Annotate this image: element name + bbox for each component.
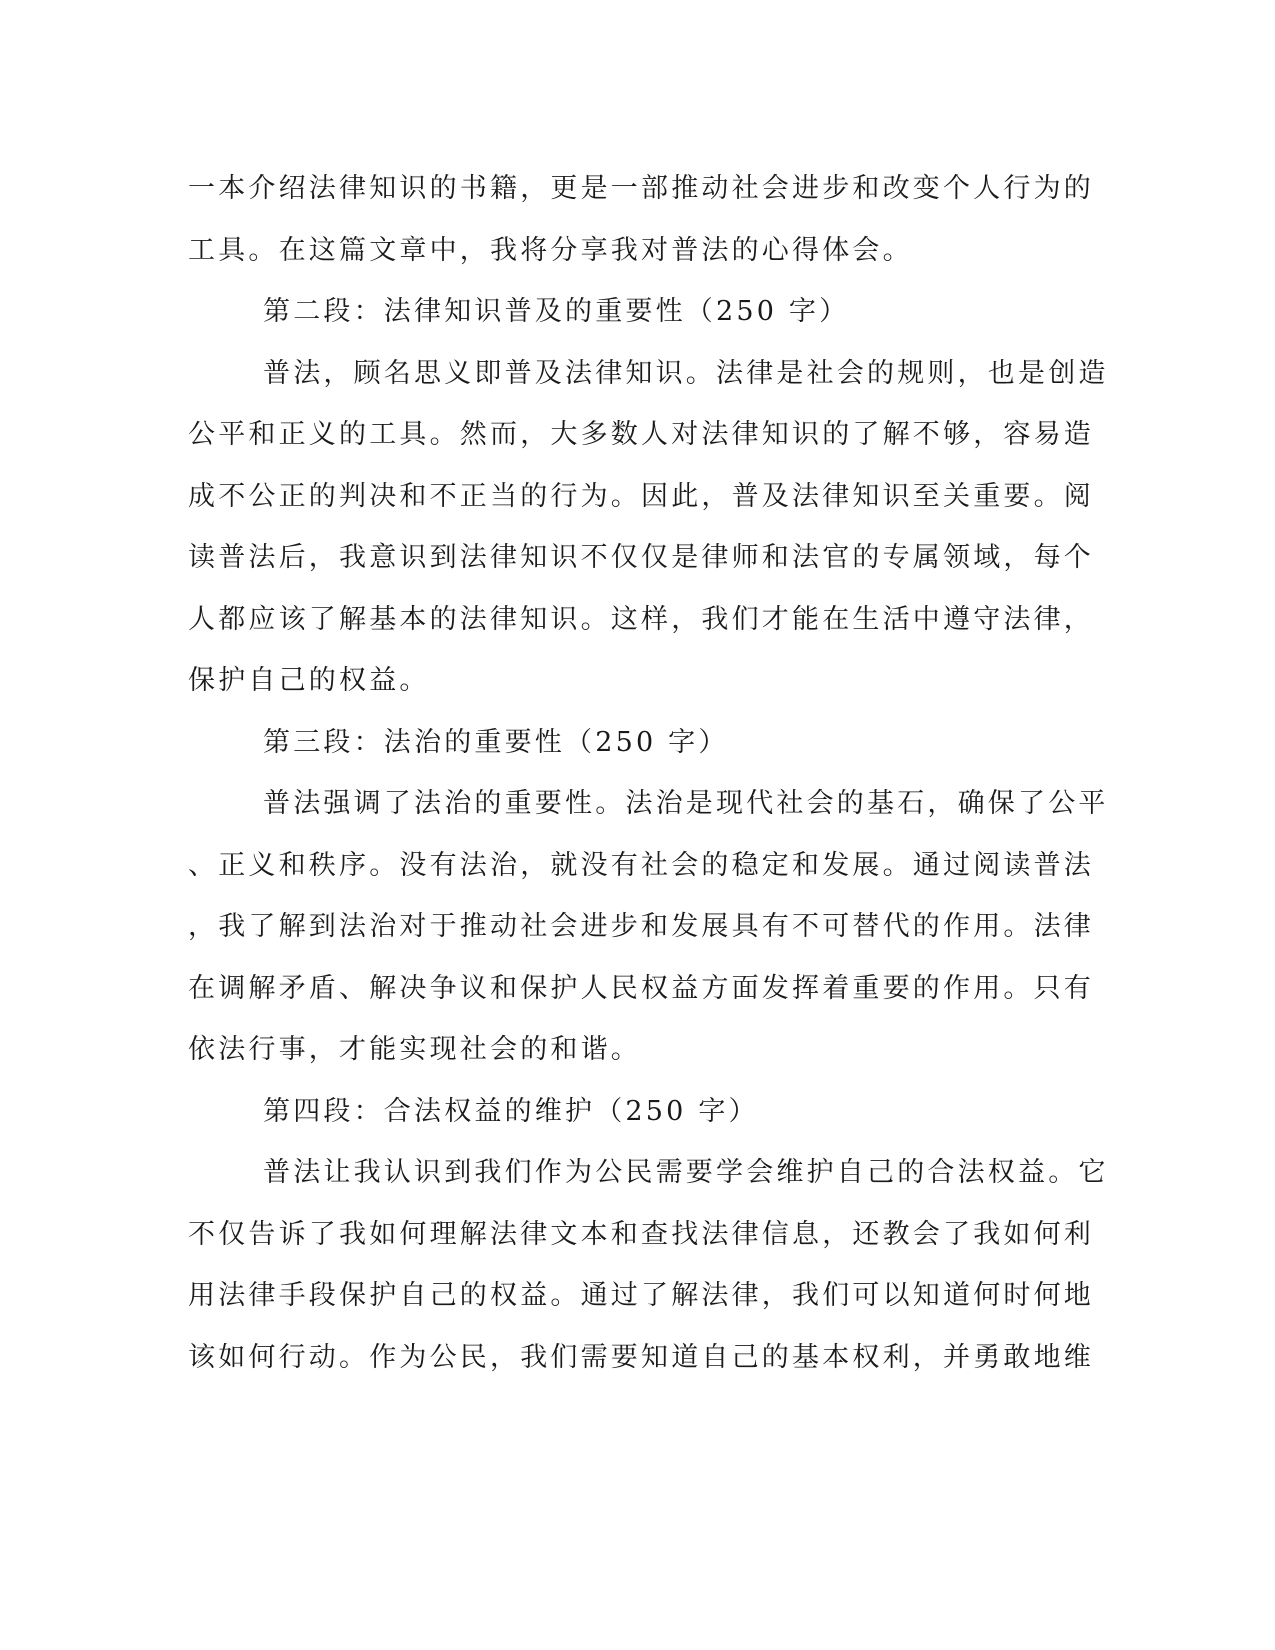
text-line: ，我了解到法治对于推动社会进步和发展具有不可替代的作用。法律	[188, 911, 1094, 942]
text-line: 不仅告诉了我如何理解法律文本和查找法律信息，还教会了我如何利	[188, 1218, 1094, 1250]
text-line: 一本介绍法律知识的书籍，更是一部推动社会进步和改变个人行为的	[188, 173, 1094, 204]
text-line: 成不公正的判决和不正当的行为。因此，普及法律知识至关重要。阅	[188, 480, 1094, 512]
text-line: 、正义和秩序。没有法治，就没有社会的稳定和发展。通过阅读普法	[188, 849, 1094, 881]
section-heading-2: 第二段：法律知识普及的重要性（250 字）	[263, 296, 850, 327]
text-line: 公平和正义的工具。然而，大多数人对法律知识的了解不够，容易造	[188, 419, 1094, 450]
section-heading-4: 第四段：合法权益的维护（250 字）	[263, 1095, 759, 1127]
text-line: 普法，顾名思义即普及法律知识。法律是社会的规则，也是创造	[263, 357, 1109, 389]
document-body	[188, 158, 1109, 1388]
text-line: 该如何行动。作为公民，我们需要知道自己的基本权利，并勇敢地维	[188, 1341, 1094, 1373]
text-line: 保护自己的权益。	[188, 665, 430, 696]
text-line: 普法强调了法治的重要性。法治是现代社会的基石，确保了公平	[263, 788, 1109, 819]
text-line: 人都应该了解基本的法律知识。这样，我们才能在生活中遵守法律，	[188, 603, 1094, 635]
text-line: 在调解矛盾、解决争议和保护人民权益方面发挥着重要的作用。只有	[188, 972, 1094, 1004]
text-line: 用法律手段保护自己的权益。通过了解法律，我们可以知道何时何地	[188, 1280, 1094, 1311]
text-line: 依法行事，才能实现社会的和谐。	[188, 1034, 641, 1065]
section-heading-3: 第三段：法治的重要性（250 字）	[263, 726, 729, 758]
text-line: 工具。在这篇文章中，我将分享我对普法的心得体会。	[188, 234, 913, 266]
text-line: 普法让我认识到我们作为公民需要学会维护自己的合法权益。它	[263, 1157, 1109, 1188]
text-line: 读普法后，我意识到法律知识不仅仅是律师和法官的专属领域，每个	[188, 542, 1094, 573]
